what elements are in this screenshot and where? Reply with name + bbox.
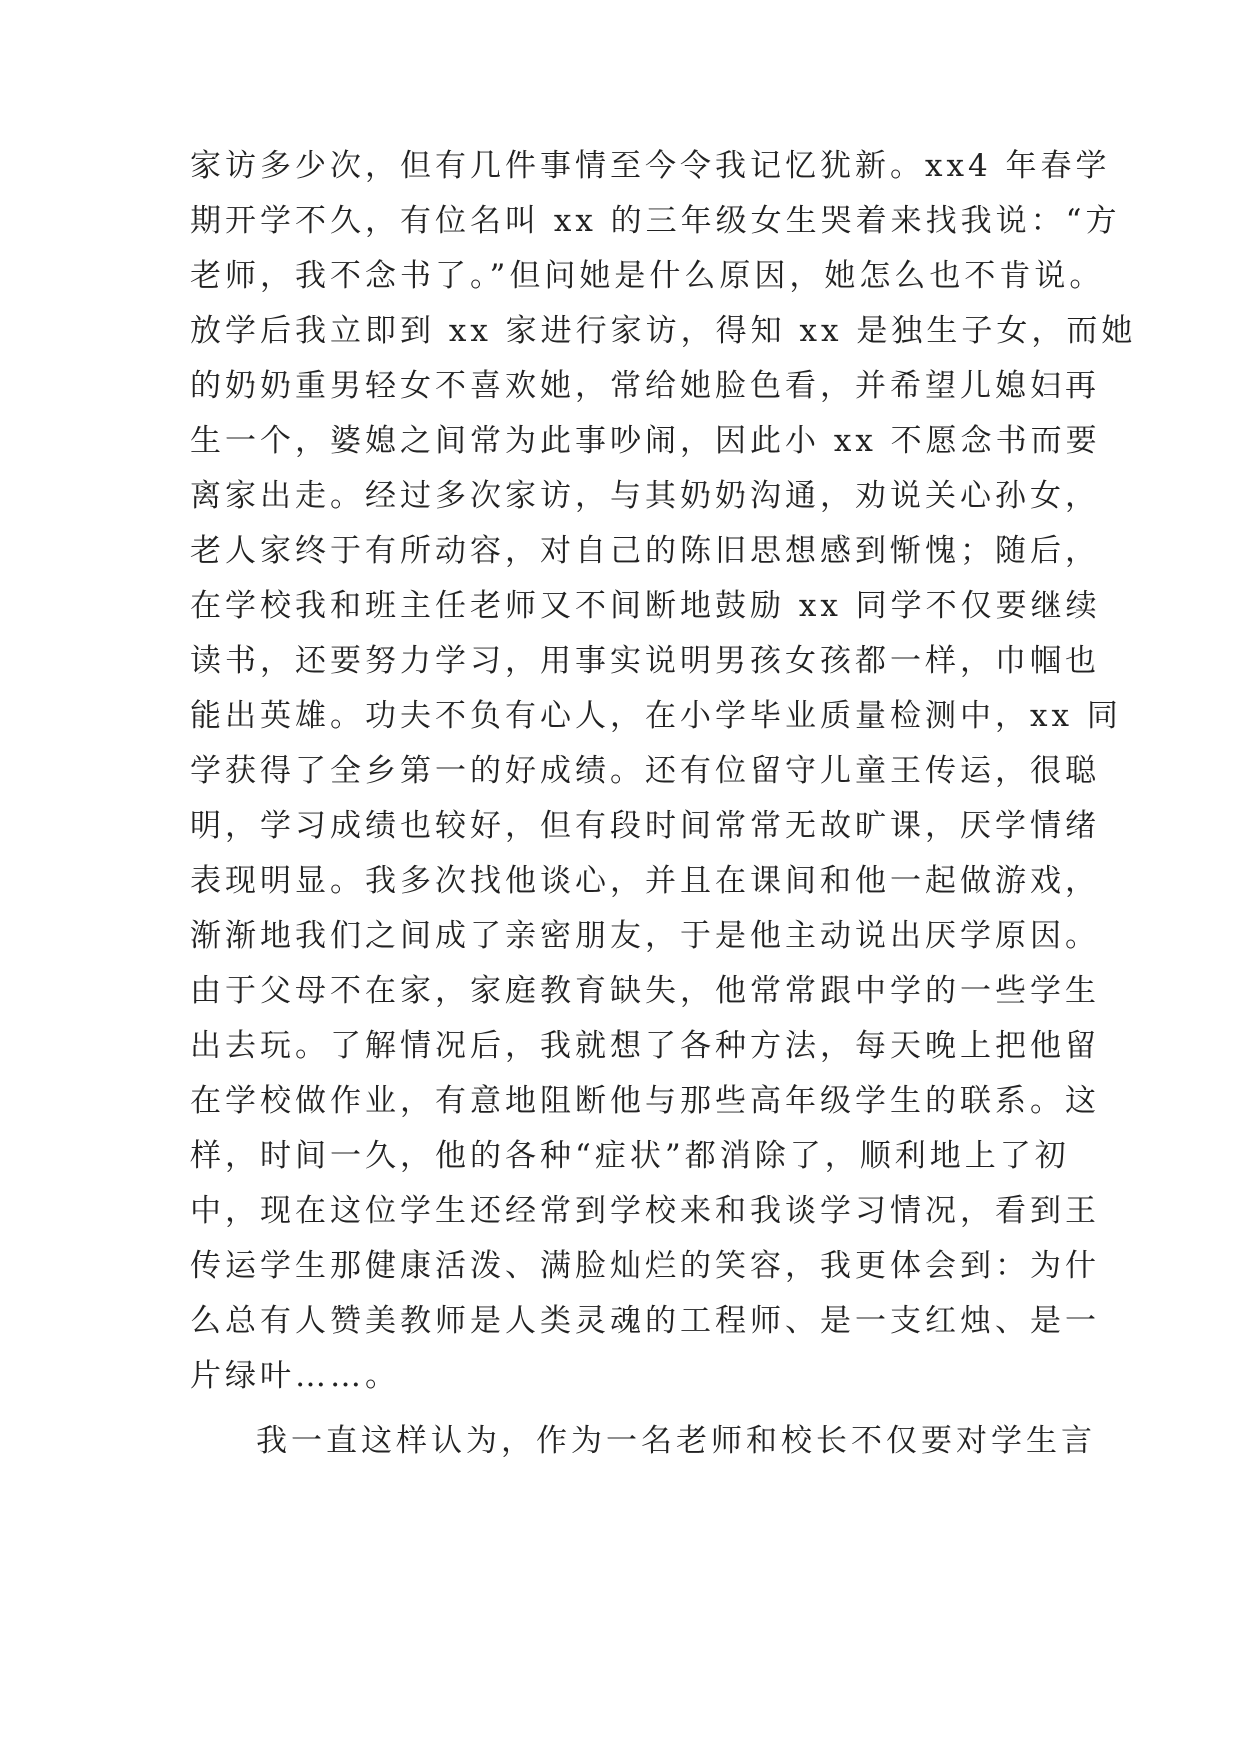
paragraph-1-line-23: 片绿叶……。 xyxy=(190,1358,400,1394)
paragraph-1-line-3: 老师，我不念书了。”但问她是什么原因，她怎么也不肯说。 xyxy=(190,258,1105,294)
paragraph-1-line-2: 期开学不久，有位名叫 xx 的三年级女生哭着来找我说：“方 xyxy=(190,203,1121,239)
paragraph-1-line-19: 样，时间一久，他的各种“症状”都消除了，顺利地上了初 xyxy=(190,1138,1070,1174)
paragraph-1-line-10: 读书，还要努力学习，用事实说明男孩女孩都一样，巾帼也 xyxy=(190,643,1100,679)
paragraph-1-line-17: 出去玩。了解情况后，我就想了各种方法，每天晚上把他留 xyxy=(190,1028,1100,1064)
paragraph-1-line-14: 表现明显。我多次找他谈心，并且在课间和他一起做游戏， xyxy=(190,863,1100,899)
paragraph-1-line-16: 由于父母不在家，家庭教育缺失，他常常跟中学的一些学生 xyxy=(190,973,1100,1009)
paragraph-1-line-4: 放学后我立即到 xx 家进行家访，得知 xx 是独生子女，而她 xyxy=(190,313,1137,349)
paragraph-1-line-9: 在学校我和班主任老师又不间断地鼓励 xx 同学不仅要继续 xyxy=(190,588,1101,624)
paragraph-1-line-5: 的奶奶重男轻女不喜欢她，常给她脸色看，并希望儿媳妇再 xyxy=(190,368,1100,404)
paragraph-1-line-1: 家访多少次，但有几件事情至今令我记忆犹新。xx4 年春学 xyxy=(190,148,1111,184)
paragraph-1-line-13: 明，学习成绩也较好，但有段时间常常无故旷课，厌学情绪 xyxy=(190,808,1100,844)
paragraph-1-line-15: 渐渐地我们之间成了亲密朋友，于是他主动说出厌学原因。 xyxy=(190,918,1100,954)
paragraph-1-line-6: 生一个，婆媳之间常为此事吵闹，因此小 xx 不愿念书而要 xyxy=(190,423,1101,459)
paragraph-1-line-7: 离家出走。经过多次家访，与其奶奶沟通，劝说关心孙女， xyxy=(190,478,1100,514)
paragraph-1-line-21: 传运学生那健康活泼、满脸灿烂的笑容，我更体会到：为什 xyxy=(190,1248,1100,1284)
paragraph-2-line-1: 我一直这样认为，作为一名老师和校长不仅要对学生言 xyxy=(256,1423,1096,1459)
paragraph-1-line-20: 中，现在这位学生还经常到学校来和我谈学习情况，看到王 xyxy=(190,1193,1100,1229)
paragraph-1-line-12: 学获得了全乡第一的好成绩。还有位留守儿童王传运，很聪 xyxy=(190,753,1100,789)
paragraph-1-line-22: 么总有人赞美教师是人类灵魂的工程师、是一支红烛、是一 xyxy=(190,1303,1100,1339)
paragraph-1-line-11: 能出英雄。功夫不负有心人，在小学毕业质量检测中，xx 同 xyxy=(190,698,1122,734)
paragraph-1-line-8: 老人家终于有所动容，对自己的陈旧思想感到惭愧；随后， xyxy=(190,533,1100,569)
paragraph-1-line-18: 在学校做作业，有意地阻断他与那些高年级学生的联系。这 xyxy=(190,1083,1100,1119)
